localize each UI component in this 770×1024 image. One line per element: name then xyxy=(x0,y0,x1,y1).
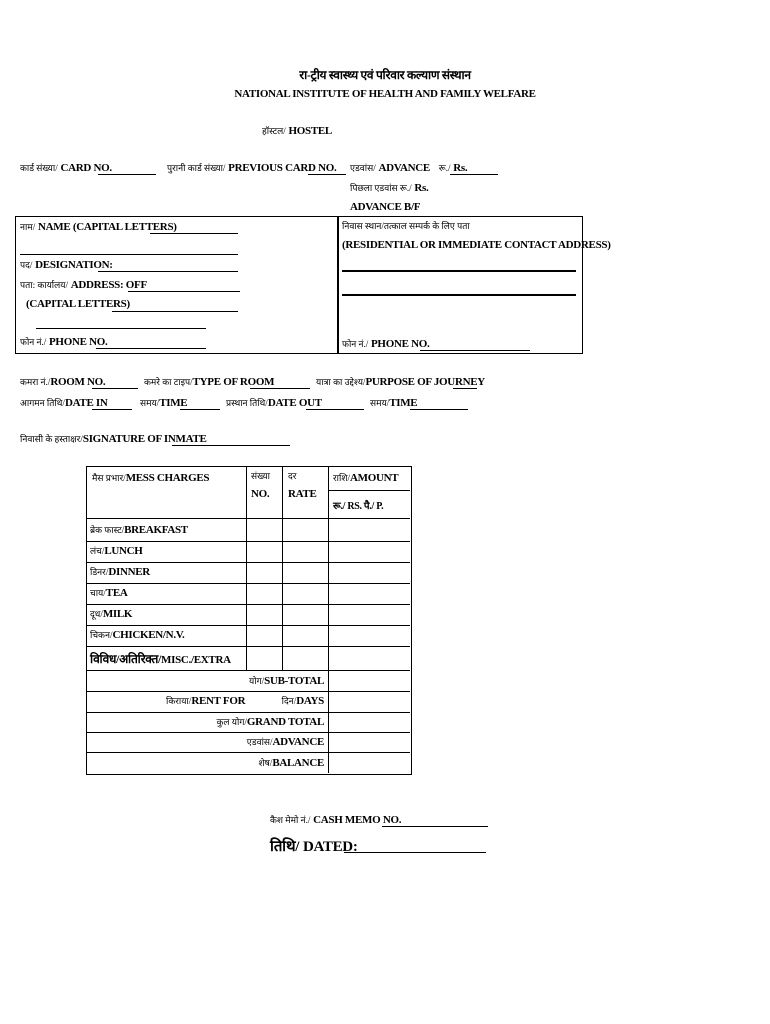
row-lunch xyxy=(90,544,143,557)
row-line-9 xyxy=(86,712,410,713)
time-in-en: TIME xyxy=(159,397,188,409)
room-type-field[interactable] xyxy=(250,388,310,389)
row-line-7 xyxy=(86,670,410,671)
mess-charges-hindi: मैस प्रभार/ xyxy=(92,473,126,483)
advance-bf-label: ADVANCE B/F xyxy=(350,201,421,213)
purpose-hindi: यात्रा का उद्देश्य/ xyxy=(316,377,366,387)
time-out-en: TIME xyxy=(389,397,418,409)
right-phone-en: PHONE NO. xyxy=(371,338,430,350)
row-breakfast xyxy=(90,523,188,536)
time-in-hindi: समय/ xyxy=(140,398,160,408)
residential-hindi: निवास स्थान/तत्काल सम्पर्क के लिए पता xyxy=(342,221,470,231)
address-field[interactable] xyxy=(128,291,240,292)
row-lunch-en: LUNCH xyxy=(104,545,143,557)
row-line-4 xyxy=(86,604,410,605)
hostel-label xyxy=(262,124,332,137)
col-divider-amount xyxy=(328,466,329,773)
dated-hindi: तिथि/ xyxy=(270,839,300,855)
previous-advance-hindi: पिछला एडवांस रू./ xyxy=(350,183,412,193)
signature-field[interactable] xyxy=(172,445,290,446)
rate-header-hindi: दर xyxy=(288,471,297,481)
advance-label xyxy=(350,161,467,174)
room-no-en: ROOM NO. xyxy=(50,376,106,388)
date-out-label xyxy=(226,396,322,409)
address-field-line-3[interactable] xyxy=(36,328,206,329)
balance-hindi: शेष/ xyxy=(258,758,273,768)
row-chicken xyxy=(90,628,184,641)
right-phone-hindi: फोन नं./ xyxy=(342,339,369,349)
designation-field[interactable] xyxy=(98,271,238,272)
row-tea xyxy=(90,586,128,599)
header-bottom-line xyxy=(86,518,410,519)
row-milk-en: MILK xyxy=(102,608,133,620)
room-no-hindi: कमरा नं./ xyxy=(20,377,51,387)
row-milk xyxy=(90,607,132,620)
card-no-hindi: कार्ड संख्या/ xyxy=(20,163,58,173)
rent-en: RENT FOR xyxy=(191,695,246,707)
col-divider-no xyxy=(246,466,247,670)
col-divider-rate xyxy=(282,466,283,670)
amount-subheader: रू./ RS. पै./ P. xyxy=(333,501,384,512)
previous-card-field[interactable] xyxy=(308,174,346,175)
subtotal-en: SUB-TOTAL xyxy=(264,675,324,687)
designation-label xyxy=(20,258,113,271)
time-out-field[interactable] xyxy=(410,409,468,410)
left-phone-hindi: फोन नं./ xyxy=(20,337,47,347)
row-misc-hindi: विविध/अतिरिक्त/ xyxy=(90,652,162,666)
advance-hindi: एडवांस/ xyxy=(350,163,376,173)
row-line-1 xyxy=(86,541,410,542)
row-misc-en: MISC./EXTRA xyxy=(161,654,231,666)
date-in-label xyxy=(20,396,108,409)
no-header-en: NO. xyxy=(251,488,270,500)
balance-en: BALANCE xyxy=(272,757,324,769)
subtotal-label xyxy=(249,674,324,687)
purpose-label xyxy=(316,375,485,388)
designation-en: DESIGNATION: xyxy=(35,259,113,271)
advance-en: ADVANCE xyxy=(378,162,430,174)
row-dinner xyxy=(90,565,150,578)
address-hindi: पता: कार्यालय/ xyxy=(20,280,68,290)
cash-memo-en: CASH MEMO NO. xyxy=(313,814,402,826)
time-out-hindi: समय/ xyxy=(370,398,390,408)
mess-charges-en: MESS CHARGES xyxy=(125,472,210,484)
name-label xyxy=(20,220,177,233)
row-tea-hindi: चाय/ xyxy=(90,588,106,598)
cash-memo-field[interactable] xyxy=(382,826,488,827)
designation-hindi: पद/ xyxy=(20,260,33,270)
table-advance-hindi: एडवांस/ xyxy=(246,737,273,747)
balance-label xyxy=(258,756,324,769)
hostel-en: HOSTEL xyxy=(288,125,332,137)
purpose-field[interactable] xyxy=(453,388,477,389)
right-phone-field[interactable] xyxy=(420,350,530,351)
rs-en: Rs. xyxy=(453,162,468,174)
table-advance-label xyxy=(247,735,324,748)
contact-address-box xyxy=(337,216,583,354)
residential-field-line-1[interactable] xyxy=(342,270,576,272)
room-no-field[interactable] xyxy=(92,388,138,389)
previous-advance-label xyxy=(350,181,428,194)
hostel-hindi: हॉस्टल/ xyxy=(262,126,286,136)
date-in-en: DATE IN xyxy=(64,397,108,409)
left-phone-field[interactable] xyxy=(96,348,206,349)
days-hindi: दिन/ xyxy=(281,696,297,706)
residential-field-line-2[interactable] xyxy=(342,294,576,296)
previous-card-label xyxy=(167,161,336,174)
name-hindi: नाम/ xyxy=(20,222,36,232)
row-milk-hindi: दूध/ xyxy=(90,609,103,619)
left-phone-en: PHONE NO. xyxy=(49,336,108,348)
residential-en: (RESIDENTIAL OR IMMEDIATE CONTACT ADDRESS) xyxy=(342,239,611,251)
card-no-field[interactable] xyxy=(98,174,156,175)
subtotal-hindi: योग/ xyxy=(249,676,265,686)
cash-memo-label xyxy=(270,813,401,826)
name-field-line-2[interactable] xyxy=(20,254,238,255)
row-line-6 xyxy=(86,646,410,647)
row-line-3 xyxy=(86,583,410,584)
date-in-field[interactable] xyxy=(92,409,132,410)
amount-en: AMOUNT xyxy=(349,472,399,484)
row-line-8 xyxy=(86,691,410,692)
signature-label xyxy=(20,432,207,445)
name-field[interactable] xyxy=(150,233,238,234)
no-header-hindi: संख्या xyxy=(251,471,270,481)
rs-hindi: रू./ xyxy=(438,163,451,173)
grand-total-en: GRAND TOTAL xyxy=(246,716,324,728)
room-no-label xyxy=(20,375,105,388)
signature-hindi: निवासी के हस्ताक्षर/ xyxy=(20,434,83,444)
row-misc xyxy=(90,650,231,667)
row-line-10 xyxy=(86,732,410,733)
time-in-field[interactable] xyxy=(180,409,220,410)
row-chicken-en: CHICKEN/N.V. xyxy=(112,629,185,641)
row-breakfast-en: BREAKFAST xyxy=(124,524,188,536)
row-lunch-hindi: लंच/ xyxy=(90,546,105,556)
room-type-en: TYPE OF ROOM xyxy=(192,376,275,388)
previous-card-en: PREVIOUS CARD NO. xyxy=(228,162,337,174)
grand-total-hindi: कुल योग/ xyxy=(216,717,247,727)
row-tea-en: TEA xyxy=(105,587,128,599)
card-no-en: CARD NO. xyxy=(60,162,112,174)
address-en: ADDRESS: OFF xyxy=(70,279,147,291)
time-in-label xyxy=(140,396,187,409)
right-phone-label xyxy=(342,337,429,350)
cash-memo-hindi: कैश मेमो नं./ xyxy=(270,815,311,825)
amount-header xyxy=(333,471,398,484)
date-out-en: DATE OUT xyxy=(267,397,322,409)
hindi-title: रा-ट्रीय स्वास्थ्य एवं परिवार कल्याण संस्थान xyxy=(299,68,471,82)
date-out-hindi: प्रस्थान तिथि/ xyxy=(226,398,268,408)
dated-label xyxy=(270,836,358,856)
days-en: DAYS xyxy=(296,695,324,707)
row-line-2 xyxy=(86,562,410,563)
row-dinner-en: DINNER xyxy=(108,566,150,578)
grand-total-label xyxy=(217,715,324,728)
row-line-11 xyxy=(86,752,410,753)
date-in-hindi: आगमन तिथि/ xyxy=(20,398,65,408)
date-out-field[interactable] xyxy=(306,409,364,410)
left-phone-label xyxy=(20,335,107,348)
rent-label xyxy=(166,694,245,707)
days-label xyxy=(282,694,324,707)
previous-advance-rs: Rs. xyxy=(414,182,429,194)
room-type-hindi: कमरे का टाइप/ xyxy=(144,377,193,387)
card-no-label xyxy=(20,161,112,174)
amount-header-divider xyxy=(328,490,410,491)
dated-field[interactable] xyxy=(344,852,486,853)
time-out-label xyxy=(370,396,417,409)
row-breakfast-hindi: ब्रेक फास्ट/ xyxy=(90,525,125,535)
dated-en: DATED: xyxy=(302,839,358,855)
rate-header-en: RATE xyxy=(288,488,317,500)
institute-title: NATIONAL INSTITUTE OF HEALTH AND FAMILY WELFARE xyxy=(234,88,536,100)
room-type-label xyxy=(144,375,274,388)
rent-hindi: किराया/ xyxy=(166,696,192,706)
table-border xyxy=(86,466,412,775)
row-line-5 xyxy=(86,625,410,626)
capital-letters-note: (CAPITAL LETTERS) xyxy=(26,298,130,310)
row-dinner-hindi: डिनर/ xyxy=(90,567,109,577)
amount-hindi: राशि/ xyxy=(333,473,350,483)
address-field-line-2[interactable] xyxy=(112,311,238,312)
name-en: NAME (CAPITAL LETTERS) xyxy=(37,221,177,233)
address-label xyxy=(20,278,147,291)
purpose-en: PURPOSE OF JOURNEY xyxy=(365,376,485,388)
table-advance-en: ADVANCE xyxy=(272,736,324,748)
advance-field[interactable] xyxy=(450,174,498,175)
mess-charges-header xyxy=(92,471,209,484)
row-chicken-hindi: चिकन/ xyxy=(90,630,113,640)
previous-card-hindi: पुरानी कार्ड संख्या/ xyxy=(167,163,226,173)
signature-en: SIGNATURE OF INMATE xyxy=(82,433,207,445)
